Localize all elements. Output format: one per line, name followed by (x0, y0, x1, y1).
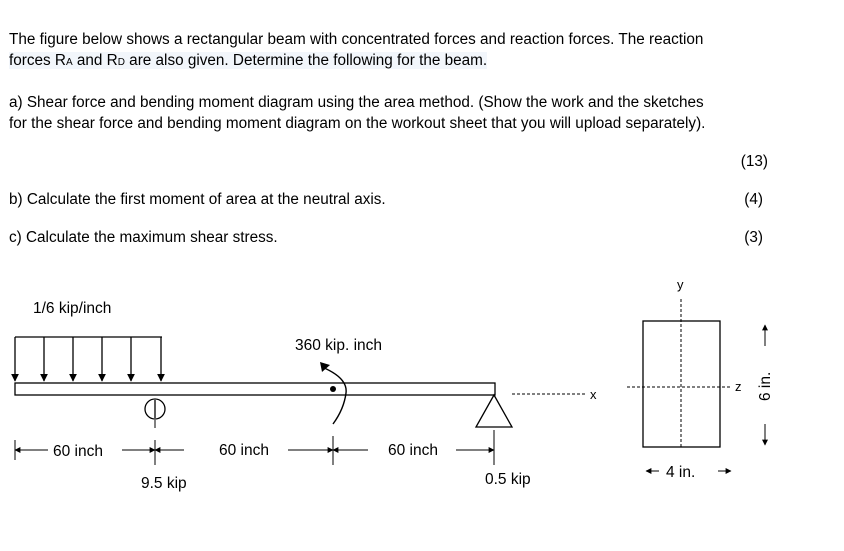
part-a-marks: (13) (740, 153, 768, 170)
part-c: c) Calculate the maximum shear stress. (9, 229, 278, 246)
intro-text-a: forces R (9, 52, 66, 69)
y-axis-label: y (677, 277, 684, 292)
part-a-line-2: for the shear force and bending moment diagram on the workout sheet that you will upload separately). (9, 115, 706, 132)
x-axis-label: x (590, 387, 597, 402)
reaction-a-label: 9.5 kip (141, 475, 187, 492)
span-1-label: 60 inch (53, 443, 103, 460)
part-a-line-1: a) Shear force and bending moment diagram using the area method. (Show the work and the sketches (9, 94, 704, 111)
intro-text-c: are also given. Determine the following for the beam. (124, 52, 488, 69)
part-b-marks: (4) (744, 191, 763, 208)
part-b: b) Calculate the first moment of area at the neutral axis. (9, 191, 386, 208)
intro-line-1: The figure below shows a rectangular beam with concentrated forces and reaction forces. The reaction (9, 31, 704, 48)
subscript-a: A (65, 57, 73, 68)
beam (15, 383, 495, 395)
height-label: 6 in. (757, 371, 774, 401)
roller-support-d (476, 395, 512, 427)
reaction-d-label: 0.5 kip (485, 471, 531, 488)
pin-support-b (145, 399, 165, 428)
subscript-d: D (117, 57, 125, 68)
z-axis-label: z (735, 379, 742, 394)
distributed-load-label: 1/6 kip/inch (33, 300, 112, 317)
span-3-label: 60 inch (388, 442, 438, 459)
part-c-marks: (3) (744, 229, 763, 246)
width-label: 4 in. (666, 464, 696, 481)
distributed-load (15, 337, 162, 381)
moment-label: 360 kip. inch (295, 337, 383, 354)
cross-section (627, 299, 732, 447)
span-2-label: 60 inch (219, 442, 269, 459)
intro-text-b: and R (72, 52, 118, 69)
